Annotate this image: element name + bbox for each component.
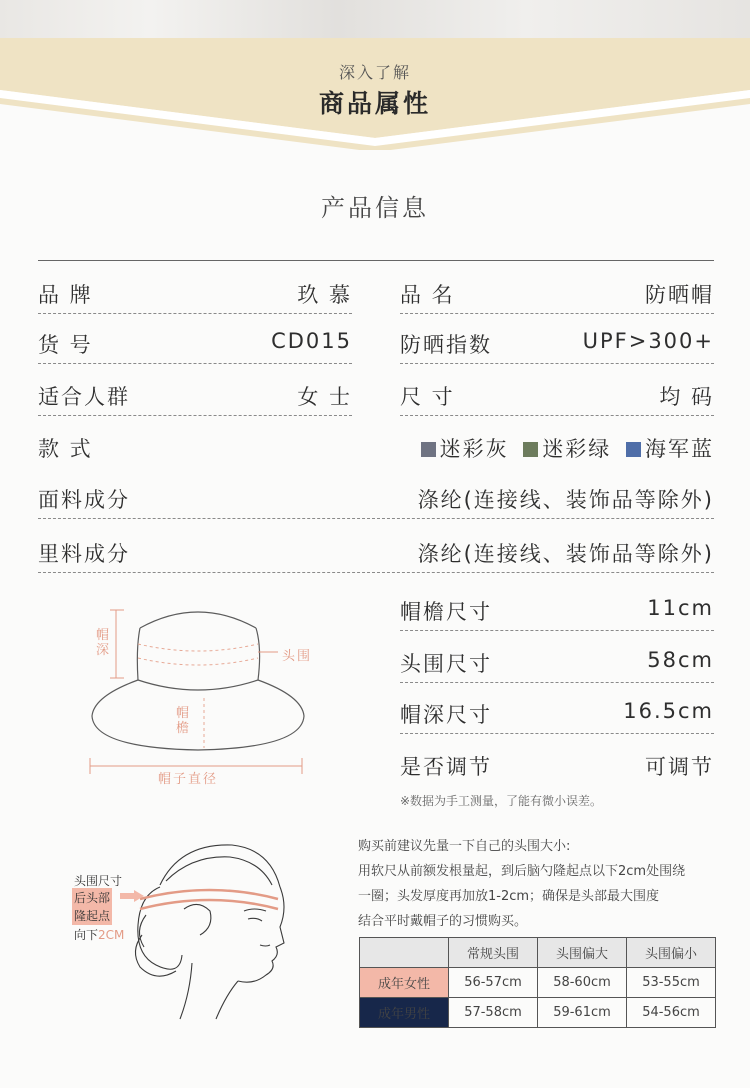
attr-value: UPF>300+ [582,329,714,353]
head-label-value: 2CM [98,928,125,942]
attr-label: 适合人群 [38,385,130,409]
attr-label: 面料成分 [38,488,130,512]
section-divider [38,260,714,261]
color-swatch [523,442,538,457]
table-cell: 57-58cm [449,998,538,1028]
column-header: 常规头围 [449,938,538,968]
size-table [359,937,716,1028]
color-option[interactable] [626,437,714,461]
table-header-row [360,938,716,968]
row-label: 成年女性 [360,968,449,998]
attr-style [38,419,714,467]
product-photo-strip [0,0,750,40]
tips-line: 购买前建议先量一下自己的头围大小: [358,839,571,854]
column-header: 头围偏大 [538,938,627,968]
table-row [360,968,716,998]
attr-value: 均 码 [659,385,714,409]
measure-value: 58cm [647,648,714,672]
measure-label: 头围尺寸 [400,652,492,676]
attr-value: 防晒帽 [645,283,714,307]
attr-brand [38,265,352,314]
attr-label: 货 号 [38,333,93,357]
tips-line: 用软尺从前额发根量起，到后脑勺隆起点以下2cm处围绕 [358,864,686,879]
head-sketch [120,835,290,1020]
color-swatch [421,442,436,457]
measure-head [400,634,714,683]
attr-label: 里料成分 [38,542,130,566]
hat-brim-label: 帽檐 [176,706,190,736]
color-swatch [626,442,641,457]
hat-head-label: 头围 [282,649,313,664]
head-label-line1: 头围尺寸 [74,874,123,888]
head-label-line3: 隆起点 [72,906,112,925]
measure-label: 帽深尺寸 [400,703,492,727]
measure-adjustable [400,737,714,785]
color-options [415,433,714,463]
attr-value: 涤纶(连接线、装饰品等除外) [417,542,714,566]
attr-item-no [38,315,352,364]
hat-depth-label: 帽深 [96,628,110,658]
attr-lining [38,524,714,573]
color-name: 海军蓝 [645,437,714,461]
attr-label: 品 名 [400,283,455,307]
color-option[interactable] [523,437,611,461]
table-cell: 54-56cm [627,998,716,1028]
attr-label: 尺 寸 [400,385,455,409]
table-row [360,998,716,1028]
tips-line: 一圈；头发厚度再加放1-2cm；确保是头部最大围度 [358,889,660,904]
attr-size [400,367,714,416]
table-cell: 53-55cm [627,968,716,998]
head-label-line4 [74,926,124,943]
tips-line: 结合平时戴帽子的习惯购买。 [358,914,528,929]
table-cell: 56-57cm [449,968,538,998]
table-corner [360,938,449,968]
section-title: 产品信息 [321,194,429,222]
column-header: 头围偏小 [627,938,716,968]
table-cell: 58-60cm [538,968,627,998]
hat-diagram [80,598,320,788]
head-label-prefix: 向下 [74,928,99,942]
attr-fabric [38,470,714,519]
attr-name [400,265,714,314]
attr-label: 款 式 [38,437,93,461]
attr-value: CD015 [271,329,352,353]
header-subtitle: 深入了解 [338,63,411,82]
hat-diameter-label: 帽子直径 [158,772,219,787]
attr-label: 防晒指数 [400,333,492,357]
color-name: 迷彩灰 [439,437,509,461]
row-label: 成年男性 [360,998,449,1028]
measure-value: 可调节 [645,755,714,779]
measure-label: 是否调节 [400,755,492,779]
measure-brim [400,582,714,631]
measure-value: 11cm [647,596,714,620]
color-name: 迷彩绿 [542,437,612,461]
header-banner [0,0,750,150]
header-title: 商品属性 [318,89,431,118]
measure-value: 16.5cm [623,699,714,723]
attr-spf [400,315,714,364]
color-option[interactable] [421,437,509,461]
attr-value: 玖 慕 [297,283,352,307]
table-cell: 59-61cm [538,998,627,1028]
measure-label: 帽檐尺寸 [400,600,492,624]
head-label-line2: 后头部 [72,888,112,907]
attr-audience [38,367,352,416]
measure-depth [400,685,714,734]
arrow-icon [120,890,146,902]
attr-value: 涤纶(连接线、装饰品等除外) [417,488,714,512]
attr-value: 女 士 [297,385,352,409]
attr-label: 品 牌 [38,283,93,307]
measurement-note: ※数据为手工测量，了能有微小误差。 [400,794,603,808]
